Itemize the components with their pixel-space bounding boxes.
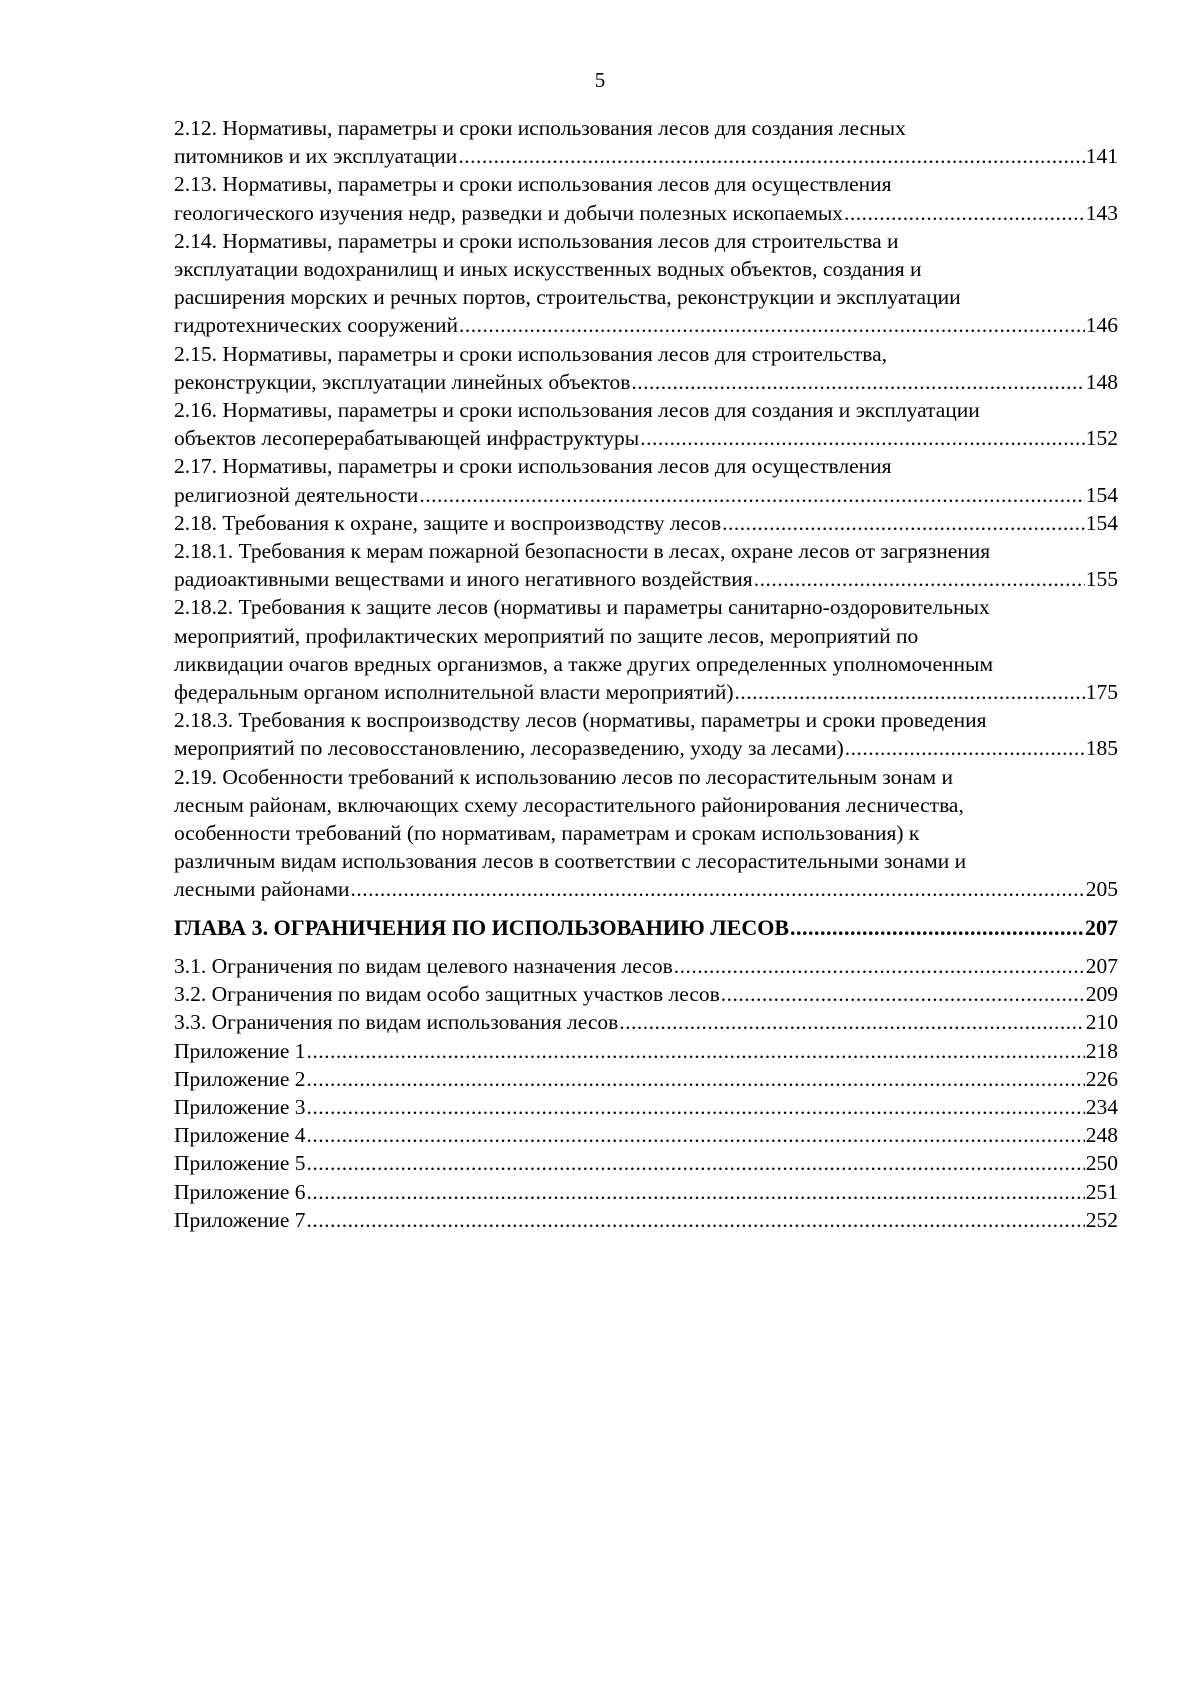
toc-entry-3-2[interactable] bbox=[174, 980, 1118, 1008]
toc-entry-line: Приложение 5 bbox=[174, 1151, 306, 1176]
toc-entry-line: лесными районами bbox=[174, 877, 350, 902]
toc-entry-line: различным видам использования лесов в соответствии с лесорастительными зонами и bbox=[174, 849, 967, 874]
toc-entry-2-18-2[interactable] bbox=[174, 593, 1118, 706]
toc-entry-line: геологического изучения недр, разведки и добычи полезных ископаемых bbox=[174, 200, 844, 225]
toc-page-number: 207 bbox=[1085, 953, 1118, 978]
dot-leader bbox=[631, 368, 1084, 396]
toc-page-number: 185 bbox=[1085, 736, 1118, 761]
toc-entry-line: мероприятий по лесовосстановлению, лесоразведению, уходу за лесами) bbox=[174, 736, 844, 761]
toc-page-number: 205 bbox=[1085, 877, 1118, 902]
toc-entry-line: 2.19. Особенности требований к использованию лесов по лесорастительным зонам и bbox=[174, 764, 953, 789]
toc-page-number: 234 bbox=[1085, 1094, 1118, 1119]
toc-page-number: 218 bbox=[1085, 1038, 1118, 1063]
toc-page-number: 152 bbox=[1085, 426, 1118, 451]
toc-entry-line: питомников и их эксплуатации bbox=[174, 144, 458, 169]
toc-entry-line: мероприятий, профилактических мероприятий по защите лесов, мероприятий по bbox=[174, 623, 919, 648]
toc-entry-line: лесным районам, включающих схему лесорастительного районирования лесничества, bbox=[174, 792, 964, 817]
toc-entry-line: Приложение 2 bbox=[174, 1066, 306, 1091]
toc-entry-appendix-3[interactable] bbox=[174, 1093, 1118, 1121]
toc-entry-appendix-6[interactable] bbox=[174, 1178, 1118, 1206]
toc-entry-line: 2.13. Нормативы, параметры и сроки использования лесов для осуществления bbox=[174, 172, 892, 197]
toc-entry-line: Приложение 6 bbox=[174, 1179, 306, 1204]
dot-leader bbox=[307, 1037, 1085, 1065]
toc-entry-2-18[interactable] bbox=[174, 509, 1118, 537]
toc-entry-line: Приложение 4 bbox=[174, 1123, 306, 1148]
dot-leader bbox=[722, 509, 1085, 537]
toc-entry-line: 3.3. Ограничения по видам использования лесов bbox=[174, 1010, 619, 1035]
dot-leader bbox=[790, 914, 1084, 942]
dot-leader bbox=[640, 424, 1085, 452]
toc-entry-line: радиоактивными веществами и иного негативного воздействия bbox=[174, 567, 753, 592]
toc-entry-line: Приложение 1 bbox=[174, 1038, 306, 1063]
toc-entry-line: эксплуатации водохранилищ и иных искусственных водных объектов, создания и bbox=[174, 257, 922, 282]
toc-entry-line: гидротехнических сооружений bbox=[174, 313, 459, 338]
toc-page-number: 148 bbox=[1085, 369, 1118, 394]
toc-entry-line: реконструкции, эксплуатации линейных объектов bbox=[174, 369, 631, 394]
dot-leader bbox=[721, 980, 1085, 1008]
toc-entry-line: федеральным органом исполнительной власти мероприятий) bbox=[174, 680, 734, 705]
toc-page-number: 175 bbox=[1085, 680, 1118, 705]
toc-page-number: 252 bbox=[1085, 1207, 1118, 1232]
toc-entry-line: религиозной деятельности bbox=[174, 482, 419, 507]
toc-entry-2-12[interactable] bbox=[174, 114, 1118, 170]
dot-leader bbox=[459, 311, 1085, 339]
toc-entry-line: 2.14. Нормативы, параметры и сроки использования лесов для строительства и bbox=[174, 228, 899, 253]
toc-entry-line: особенности требований (по нормативам, параметрам и срокам использования) к bbox=[174, 821, 920, 846]
toc-page-number: 226 bbox=[1085, 1066, 1118, 1091]
toc-entry-line: 2.18. Требования к охране, защите и воспроизводству лесов bbox=[174, 510, 722, 535]
toc-entry-2-15[interactable] bbox=[174, 340, 1118, 396]
toc-entry-line: Приложение 7 bbox=[174, 1207, 306, 1232]
toc-entry-2-18-3[interactable] bbox=[174, 706, 1118, 762]
toc-page-number: 207 bbox=[1085, 914, 1118, 940]
toc-entry-line: 2.18.1. Требования к мерам пожарной безопасности в лесах, охране лесов от загрязнения bbox=[174, 539, 991, 564]
dot-leader bbox=[419, 481, 1084, 509]
toc-entry-line: расширения морских и речных портов, строительства, реконструкции и эксплуатации bbox=[174, 285, 961, 310]
toc-entry-line: 2.15. Нормативы, параметры и сроки использования лесов для строительства, bbox=[174, 341, 888, 366]
toc-page-number: 155 bbox=[1085, 567, 1118, 592]
table-of-contents bbox=[174, 114, 1118, 1234]
toc-entry-line: ликвидации очагов вредных организмов, а также других определенных уполномоченным bbox=[174, 651, 994, 676]
toc-entry-2-16[interactable] bbox=[174, 396, 1118, 452]
toc-entry-line: Приложение 3 bbox=[174, 1094, 306, 1119]
dot-leader bbox=[735, 678, 1085, 706]
toc-entry-line: 2.18.2. Требования к защите лесов (нормативы и параметры санитарно-оздоровительных bbox=[174, 595, 990, 620]
toc-page-number: 251 bbox=[1085, 1179, 1118, 1204]
toc-entry-2-14[interactable] bbox=[174, 227, 1118, 340]
toc-entry-line: 2.12. Нормативы, параметры и сроки использования лесов для создания лесных bbox=[174, 116, 906, 140]
toc-entry-3-3[interactable] bbox=[174, 1008, 1118, 1036]
chapter-title: ГЛАВА 3. ОГРАНИЧЕНИЯ ПО ИСПОЛЬЗОВАНИЮ ЛЕСОВ bbox=[174, 914, 790, 940]
toc-entry-line: 2.16. Нормативы, параметры и сроки использования лесов для создания и эксплуатации bbox=[174, 398, 980, 423]
toc-entry-appendix-5[interactable] bbox=[174, 1149, 1118, 1177]
toc-entry-line: 2.17. Нормативы, параметры и сроки использования лесов для осуществления bbox=[174, 454, 892, 479]
dot-leader bbox=[307, 1178, 1085, 1206]
dot-leader bbox=[754, 565, 1085, 593]
toc-page-number: 154 bbox=[1085, 510, 1118, 535]
toc-entry-appendix-2[interactable] bbox=[174, 1065, 1118, 1093]
dot-leader bbox=[307, 1149, 1085, 1177]
toc-entry-line: 2.18.3. Требования к воспроизводству лесов (нормативы, параметры и сроки проведения bbox=[174, 708, 987, 733]
toc-page-number: 210 bbox=[1085, 1010, 1118, 1035]
toc-page-number: 209 bbox=[1085, 982, 1118, 1007]
toc-chapter-3[interactable] bbox=[174, 914, 1118, 942]
toc-entry-line: 3.1. Ограничения по видам целевого назначения лесов bbox=[174, 953, 673, 978]
dot-leader bbox=[619, 1008, 1084, 1036]
dot-leader bbox=[307, 1093, 1085, 1121]
toc-entry-2-13[interactable] bbox=[174, 170, 1118, 226]
toc-entry-line: объектов лесоперерабатывающей инфраструктуры bbox=[174, 426, 640, 451]
dot-leader bbox=[674, 952, 1085, 980]
toc-page-number: 154 bbox=[1085, 482, 1118, 507]
dot-leader bbox=[307, 1065, 1085, 1093]
toc-page-number: 248 bbox=[1085, 1123, 1118, 1148]
dot-leader bbox=[351, 875, 1085, 903]
page-number: 5 bbox=[594, 68, 606, 92]
toc-entry-line: 3.2. Ограничения по видам особо защитных участков лесов bbox=[174, 982, 720, 1007]
toc-entry-appendix-4[interactable] bbox=[174, 1121, 1118, 1149]
dot-leader bbox=[307, 1121, 1085, 1149]
toc-entry-3-1[interactable] bbox=[174, 952, 1118, 980]
toc-page-number: 141 bbox=[1085, 144, 1118, 169]
dot-leader bbox=[844, 199, 1085, 227]
toc-entry-2-17[interactable] bbox=[174, 452, 1118, 508]
toc-entry-2-18-1[interactable] bbox=[174, 537, 1118, 593]
dot-leader bbox=[845, 734, 1085, 762]
dot-leader bbox=[307, 1206, 1085, 1234]
toc-page-number: 143 bbox=[1085, 200, 1118, 225]
toc-entry-2-19[interactable] bbox=[174, 763, 1118, 904]
toc-entry-appendix-7[interactable] bbox=[174, 1206, 1118, 1234]
toc-page-number: 146 bbox=[1085, 313, 1118, 338]
toc-entry-appendix-1[interactable] bbox=[174, 1037, 1118, 1065]
dot-leader bbox=[458, 142, 1084, 170]
toc-page-number: 250 bbox=[1085, 1151, 1118, 1176]
